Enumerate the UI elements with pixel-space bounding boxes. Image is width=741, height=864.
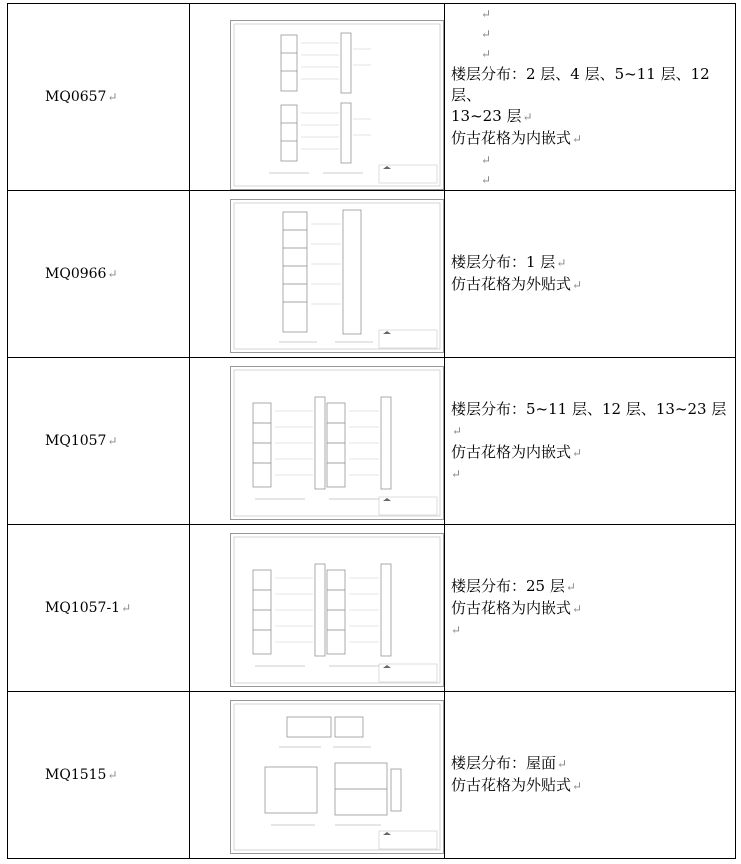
drawing-thumbnail — [190, 358, 445, 525]
code-cell — [8, 525, 190, 692]
return-mark: ↵ — [565, 580, 576, 594]
description-line — [451, 252, 735, 274]
desc-block-0 — [451, 4, 735, 190]
code-cell — [8, 4, 190, 191]
code-cell — [8, 358, 190, 525]
return-mark: ↵ — [557, 757, 568, 771]
code-text: MQ1057 — [45, 433, 107, 449]
description-text: 13~23 层 — [451, 107, 522, 125]
description-line — [451, 128, 735, 150]
table-row — [8, 358, 736, 525]
return-mark: ↵ — [572, 278, 583, 292]
description-cell — [445, 191, 736, 358]
return-mark: ↵ — [572, 602, 583, 616]
return-mark: ↵ — [572, 445, 583, 460]
description-text: 楼层分布：2 层、4 层、5~11 层、12 层、 — [451, 65, 710, 104]
elevation-drawing — [230, 700, 444, 854]
return-mark: ↵ — [107, 90, 118, 104]
description-line — [451, 598, 735, 620]
code-cell — [8, 191, 190, 358]
empty-paragraph-mark: ↵ — [481, 47, 492, 61]
empty-paragraph-mark: ↵ — [481, 173, 492, 187]
return-mark: ↵ — [522, 110, 533, 124]
description-cell — [445, 4, 736, 191]
description-line — [451, 274, 735, 296]
desc-block-1 — [451, 252, 735, 296]
code-text: MQ0966 — [45, 266, 107, 282]
return-mark: ↵ — [107, 768, 118, 782]
empty-paragraph-mark: ↵ — [481, 7, 492, 21]
table-row — [8, 191, 736, 358]
table-row — [8, 525, 736, 692]
description-line — [451, 64, 735, 106]
description-line — [451, 106, 735, 128]
description-text: 楼层分布：25 层 — [451, 577, 565, 595]
elevation-drawing — [230, 533, 444, 687]
description-line — [451, 442, 735, 464]
description-text: 楼层分布：5~11 层、12 层、13~23 层 — [451, 399, 727, 418]
empty-paragraph-mark: ↵ — [481, 153, 492, 167]
elevation-drawing — [230, 199, 444, 353]
elevation-drawing — [230, 366, 444, 520]
code-text: MQ0657 — [45, 89, 107, 105]
description-cell — [445, 692, 736, 859]
code-text: MQ1057-1 — [45, 600, 121, 616]
return-mark: ↵ — [107, 434, 118, 448]
drawing-thumbnail — [190, 692, 445, 859]
empty-paragraph-mark: ↵ — [451, 623, 462, 637]
description-text: 仿古花格为内嵌式 — [451, 129, 572, 147]
drawing-thumbnail — [190, 525, 445, 692]
return-mark: ↵ — [556, 256, 567, 270]
return-mark: ↵ — [121, 601, 132, 615]
desc-block-3 — [451, 576, 735, 640]
door-window-table — [7, 3, 736, 859]
description-text: 楼层分布：屋面 — [451, 754, 557, 772]
code-cell — [8, 692, 190, 859]
description-text: 仿古花格为内嵌式 — [451, 599, 572, 617]
description-text: 楼层分布：1 层 — [451, 253, 556, 271]
description-line — [451, 753, 735, 775]
table-row — [8, 4, 736, 191]
elevation-drawing — [230, 20, 444, 190]
description-line — [451, 399, 735, 442]
description-text: 仿古花格为外贴式 — [451, 275, 572, 293]
drawing-thumbnail — [190, 191, 445, 358]
description-cell — [445, 358, 736, 525]
return-mark: ↵ — [572, 132, 583, 146]
return-mark: ↵ — [572, 779, 583, 793]
desc-block-4 — [451, 753, 735, 797]
empty-paragraph-mark: ↵ — [481, 27, 492, 41]
table-row — [8, 692, 736, 859]
description-text: 仿古花格为内嵌式 — [451, 442, 572, 461]
description-line — [451, 576, 735, 598]
description-cell — [445, 525, 736, 692]
description-text: 仿古花格为外贴式 — [451, 776, 572, 794]
desc-block-2 — [451, 399, 735, 484]
code-text: MQ1515 — [45, 767, 107, 783]
description-line — [451, 775, 735, 797]
drawing-thumbnail — [190, 4, 445, 191]
return-mark: ↵ — [107, 267, 118, 281]
return-mark: ↵ — [452, 423, 463, 438]
empty-paragraph-mark: ↵ — [451, 466, 462, 481]
